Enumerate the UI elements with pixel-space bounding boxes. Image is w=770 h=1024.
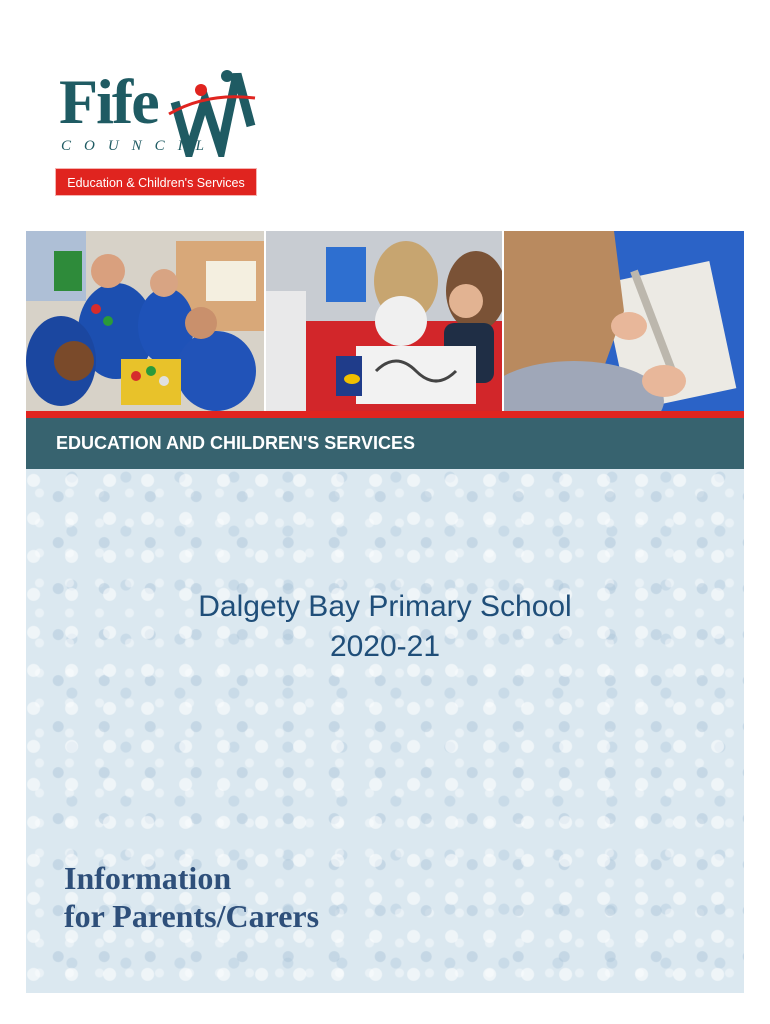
info-line-1: Information xyxy=(64,860,232,896)
info-heading xyxy=(64,859,319,935)
photo-divider-bar xyxy=(26,411,744,418)
section-title: EDUCATION AND CHILDREN'S SERVICES xyxy=(56,433,415,453)
photo-children-building-blocks xyxy=(26,231,264,411)
cover-panel xyxy=(26,469,744,993)
school-year: 2020-21 xyxy=(329,630,441,663)
photo-pupil-measuring-with-ruler xyxy=(504,231,744,411)
logo-wordmark: Fife xyxy=(59,66,158,137)
fife-council-logo xyxy=(55,62,260,202)
photo-pupils-drawing-at-table xyxy=(266,231,502,411)
services-badge: Education & Children's Services xyxy=(55,168,257,196)
logo-council-text: COUNCIL xyxy=(61,138,218,154)
school-heading xyxy=(26,587,744,667)
school-name: Dalgety Bay Primary School xyxy=(198,590,572,623)
photo-strip xyxy=(26,231,744,411)
section-band xyxy=(26,418,744,469)
info-line-2: for Parents/Carers xyxy=(64,898,320,934)
